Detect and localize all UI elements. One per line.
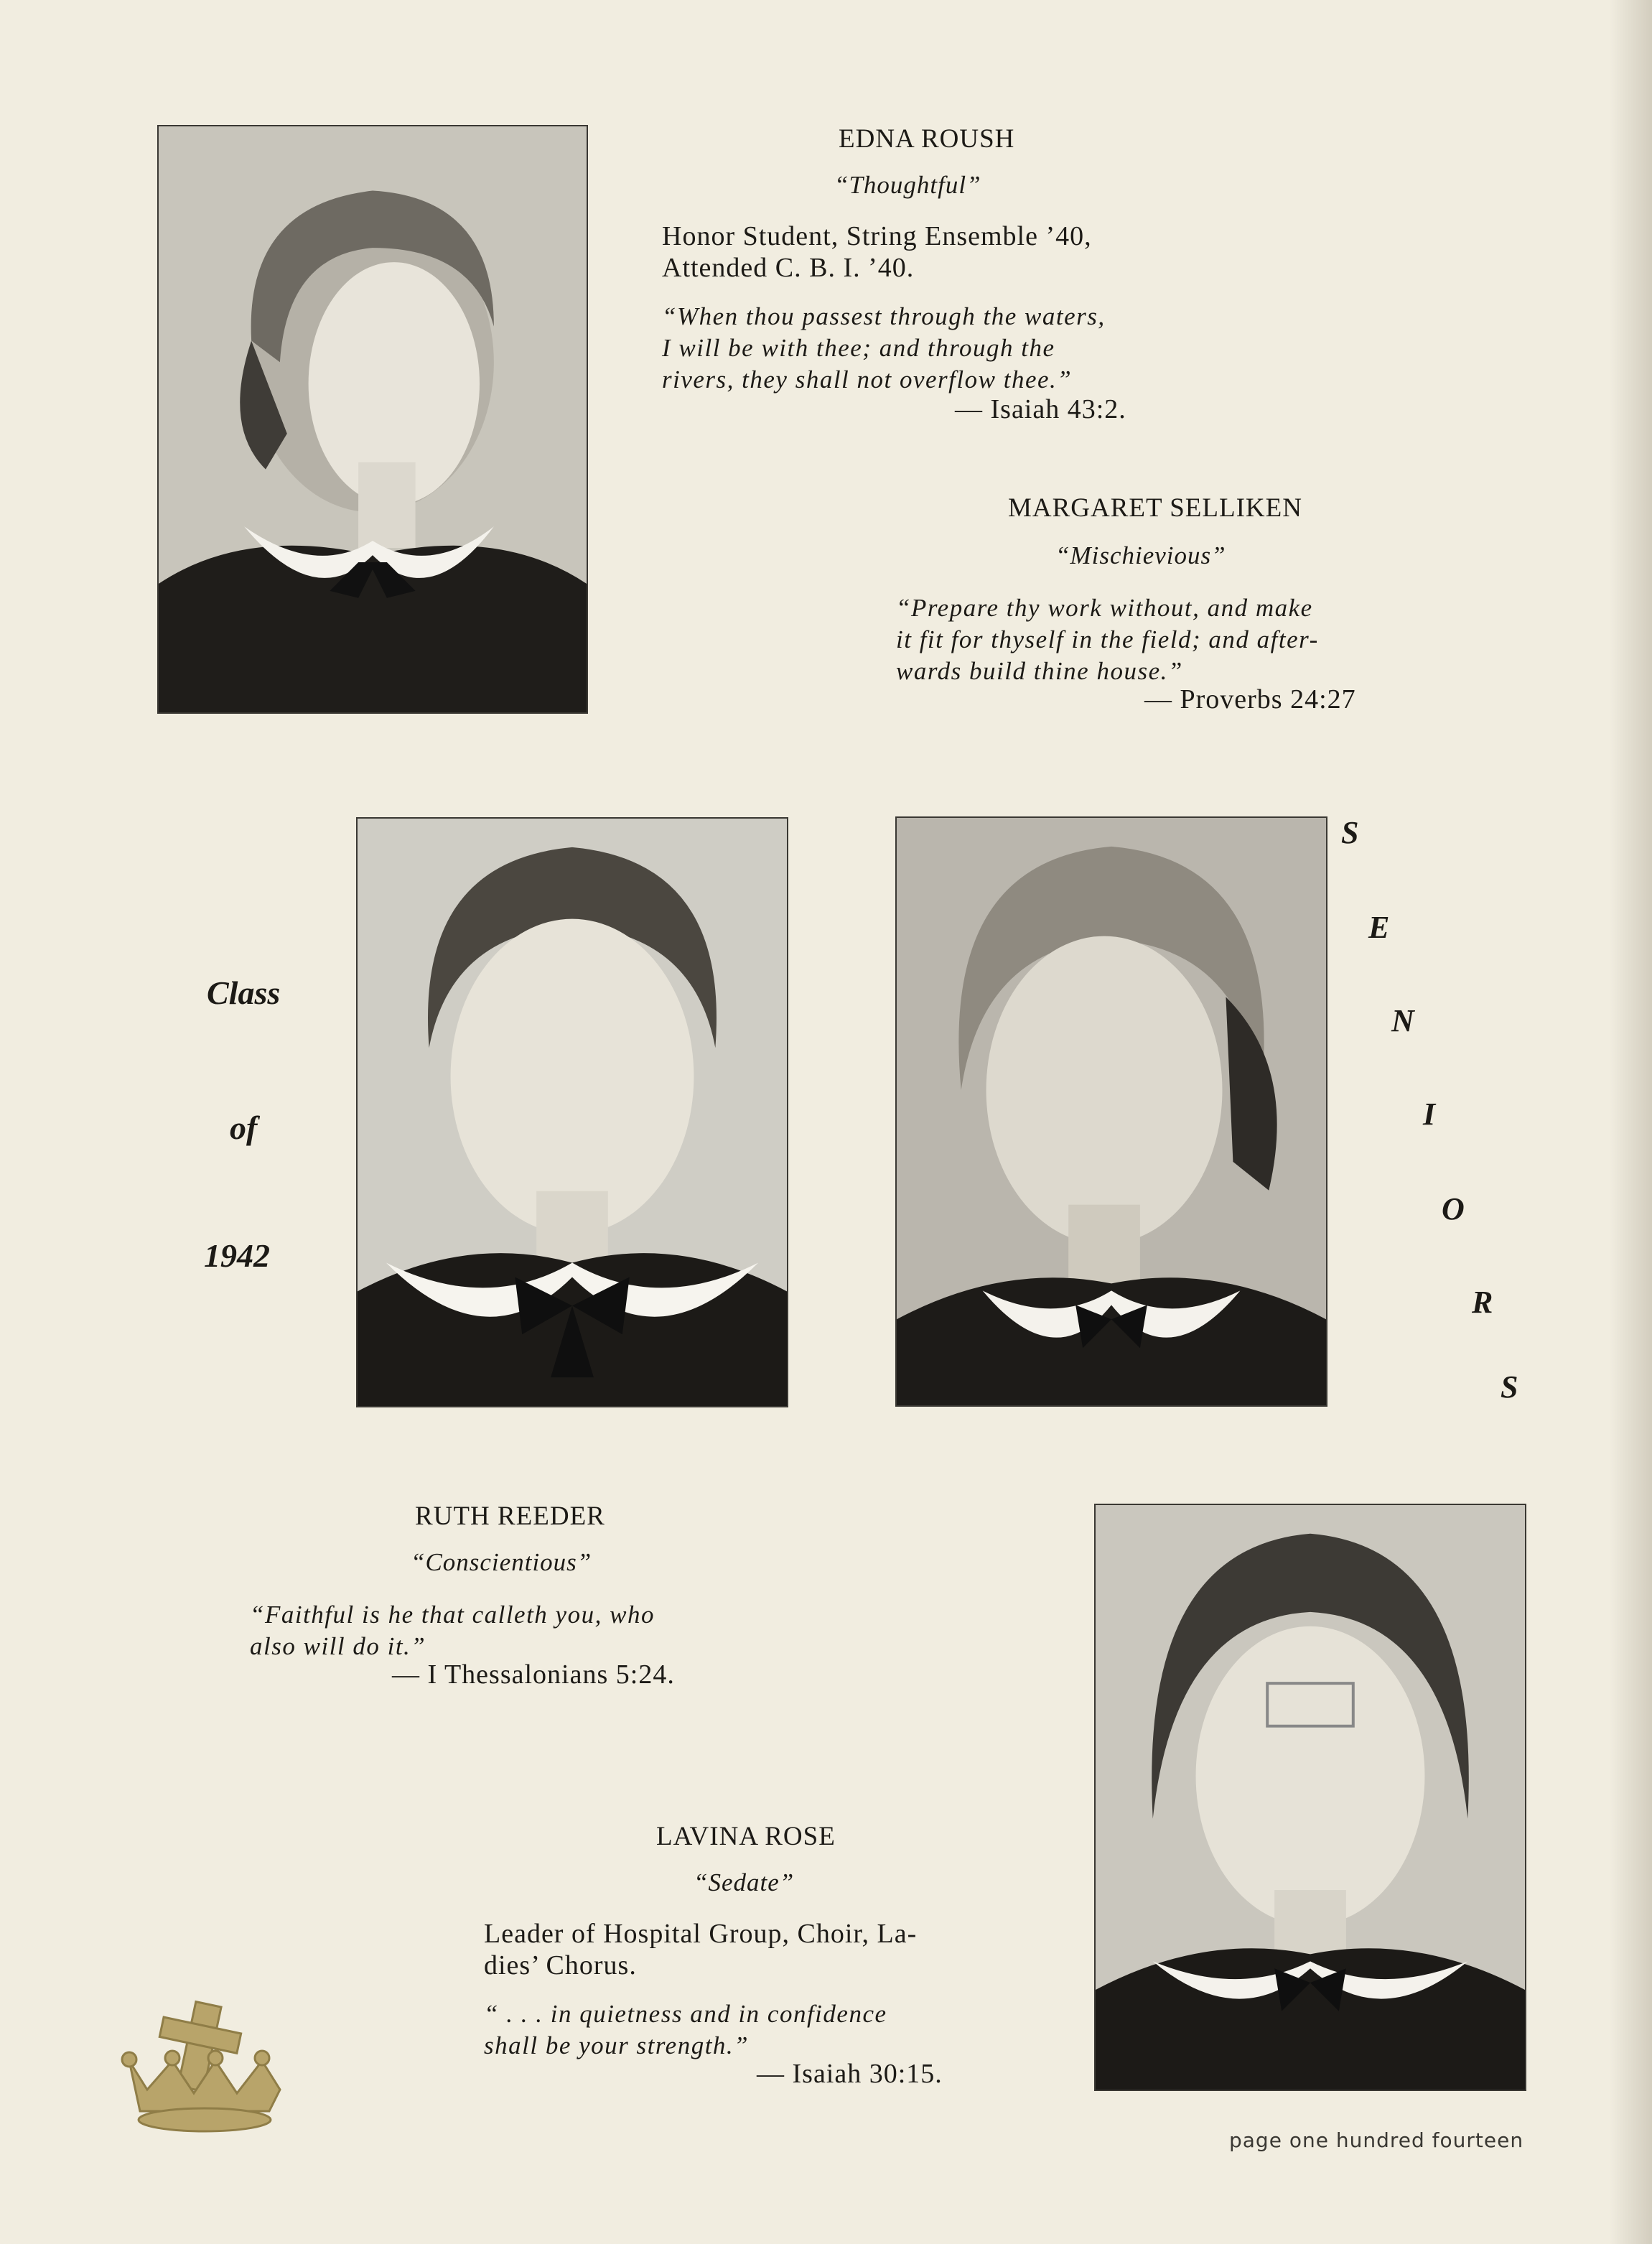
portrait-ruth-reeder [356, 817, 788, 1407]
activity-line: Leader of Hospital Group, Choir, La- [484, 1919, 918, 1949]
seniors-letter: S [1501, 1369, 1518, 1405]
seniors-letter: O [1442, 1191, 1465, 1226]
scripture-reference: — Isaiah 30:15. [757, 2059, 943, 2089]
seniors-letter: S [1341, 815, 1359, 850]
scripture-reference: — I Thessalonians 5:24. [392, 1659, 675, 1690]
seniors-letter: E [1368, 910, 1390, 945]
quote-line: it fit for thyself in the field; and after- [896, 625, 1319, 653]
senior-trait: “Conscientious” [411, 1548, 592, 1576]
seniors-letter: I [1423, 1097, 1436, 1132]
class-label: Class [207, 974, 281, 1011]
senior-name: LAVINA ROSE [656, 1822, 836, 1851]
senior-trait: “Mischievious” [1055, 541, 1226, 569]
quote-line: “Faithful is he that calleth you, who [250, 1601, 655, 1629]
quote-line: I will be with thee; and through the [662, 334, 1055, 362]
scripture-reference: — Isaiah 43:2. [955, 394, 1126, 424]
portrait-edna-roush [157, 125, 588, 714]
page-edge-shadow [1609, 0, 1652, 2244]
portrait-lavina-rose [1094, 1504, 1526, 2091]
senior-trait: “Thoughtful” [834, 171, 981, 199]
class-label: of [230, 1109, 258, 1146]
seniors-letter: R [1472, 1285, 1493, 1320]
scripture-reference: — Proverbs 24:27 [1144, 684, 1356, 714]
portrait-margaret-selliken [895, 816, 1327, 1407]
quote-line: wards build thine house.” [896, 657, 1183, 685]
quote-line: also will do it.” [250, 1632, 426, 1660]
senior-name: MARGARET SELLIKEN [1008, 493, 1302, 523]
activity-line: Honor Student, String Ensemble ’40, [662, 221, 1092, 251]
senior-trait: “Sedate” [694, 1868, 795, 1896]
quote-line: shall be your strength.” [484, 2031, 750, 2059]
seniors-letter: N [1391, 1003, 1414, 1038]
senior-name: EDNA ROUSH [839, 124, 1015, 154]
class-year: 1942 [204, 1237, 270, 1274]
activity-line: Attended C. B. I. ’40. [662, 253, 915, 283]
activity-line: dies’ Chorus. [484, 1950, 637, 1980]
quote-line: “When thou passest through the waters, [662, 302, 1106, 330]
quote-line: rivers, they shall not overflow thee.” [662, 366, 1073, 394]
quote-line: “ . . . in quietness and in confidence [484, 2000, 887, 2028]
quote-line: “Prepare thy work without, and make [896, 594, 1313, 622]
senior-name: RUTH REEDER [415, 1502, 605, 1531]
crown-cross-crest-icon [115, 1996, 294, 2133]
page-number-footer: page one hundred fourteen [1229, 2128, 1524, 2152]
